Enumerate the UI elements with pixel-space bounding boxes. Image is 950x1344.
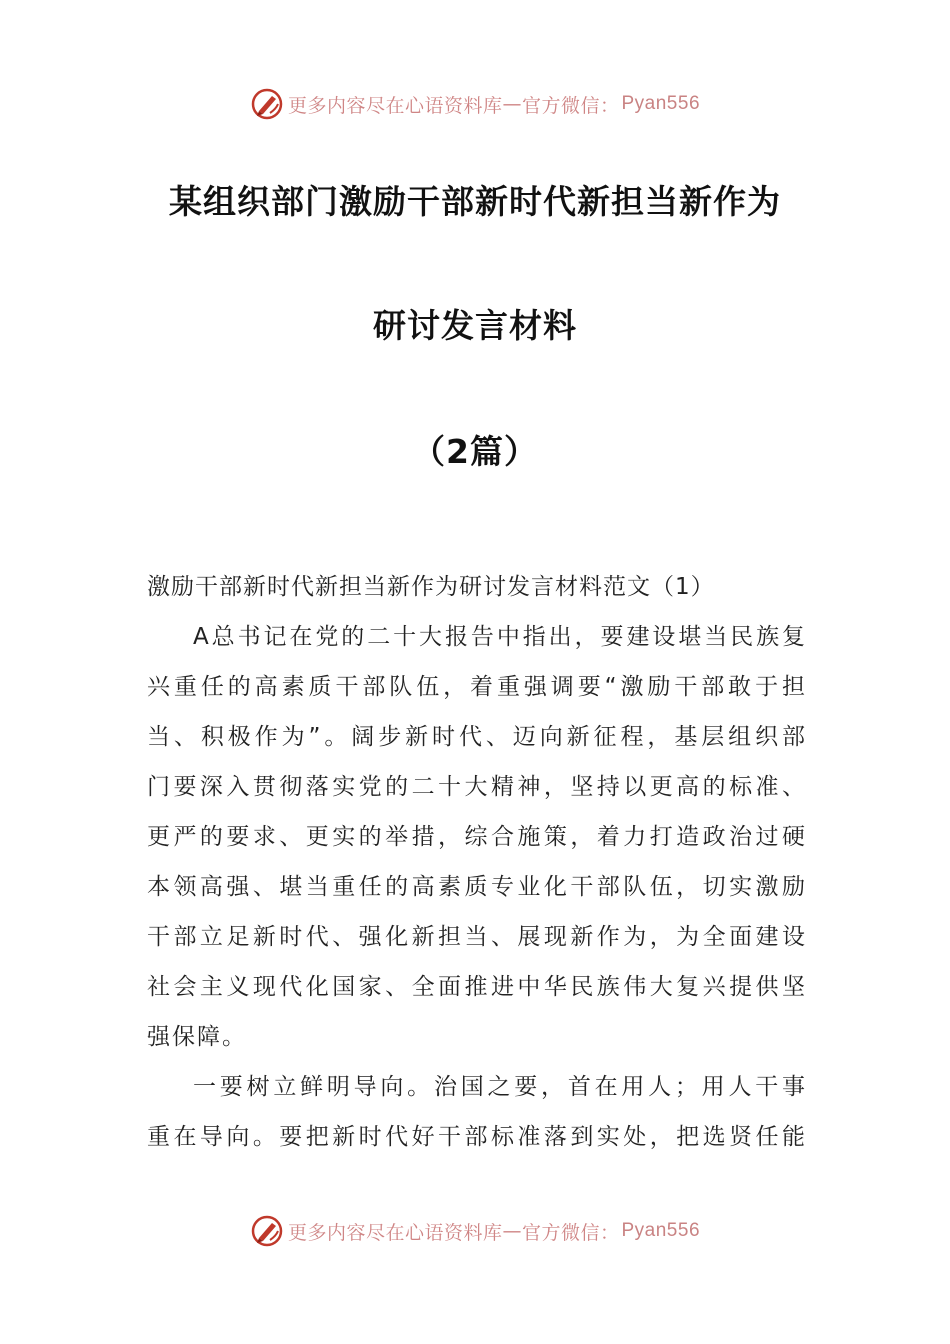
document-title-line-2: 研讨发言材料 xyxy=(373,306,577,345)
paragraph-line: 本领高强、堪当重任的高素质专业化干部队伍，切实激励 xyxy=(147,874,807,900)
paragraph-line: 当、积极作为”。阔步新时代、迈向新征程，基层组织部 xyxy=(147,724,807,750)
paragraph-line: A总书记在党的二十大报告中指出，要建设堪当民族复 xyxy=(193,624,807,650)
banner-brand: 更多内容尽在心语资料库 xyxy=(287,94,503,117)
banner-wechat-label: 官方微信： xyxy=(521,1221,620,1244)
banner-dash: — xyxy=(502,93,522,115)
paragraph-line: 兴重任的高素质干部队伍，着重强调要“激励干部敢于担 xyxy=(147,674,807,700)
pen-logo-icon xyxy=(250,87,284,121)
paragraph-line: 门要深入贯彻落实党的二十大精神，坚持以更高的标准、 xyxy=(147,774,807,800)
banner-wechat-label: 官方微信： xyxy=(521,94,620,117)
pen-logo-icon xyxy=(250,1214,284,1248)
document-title-line-3: （2篇） xyxy=(412,432,538,471)
header-banner xyxy=(0,84,950,124)
banner-brand: 更多内容尽在心语资料库 xyxy=(287,1221,503,1244)
paragraph-line: 重在导向。要把新时代好干部标准落到实处，把选贤任能 xyxy=(147,1124,807,1150)
section-heading: 激励干部新时代新担当新作为研讨发言材料范文（1） xyxy=(147,574,715,600)
paragraph-line: 强保障。 xyxy=(147,1024,247,1050)
banner-wechat-id: Pyan556 xyxy=(621,93,701,114)
banner-dash: — xyxy=(502,1220,522,1242)
footer-banner xyxy=(0,1211,950,1251)
paragraph-line: 社会主义现代化国家、全面推进中华民族伟大复兴提供坚 xyxy=(147,974,807,1000)
paragraph-line: 一要树立鲜明导向。治国之要，首在用人；用人干事 xyxy=(193,1074,807,1100)
paragraph-line: 更严的要求、更实的举措，综合施策，着力打造政治过硬 xyxy=(147,824,807,850)
paragraph-line: 干部立足新时代、强化新担当、展现新作为，为全面建设 xyxy=(147,924,807,950)
banner-wechat-id: Pyan556 xyxy=(621,1220,701,1241)
document-title-line-1: 某组织部门激励干部新时代新担当新作为 xyxy=(169,182,781,221)
